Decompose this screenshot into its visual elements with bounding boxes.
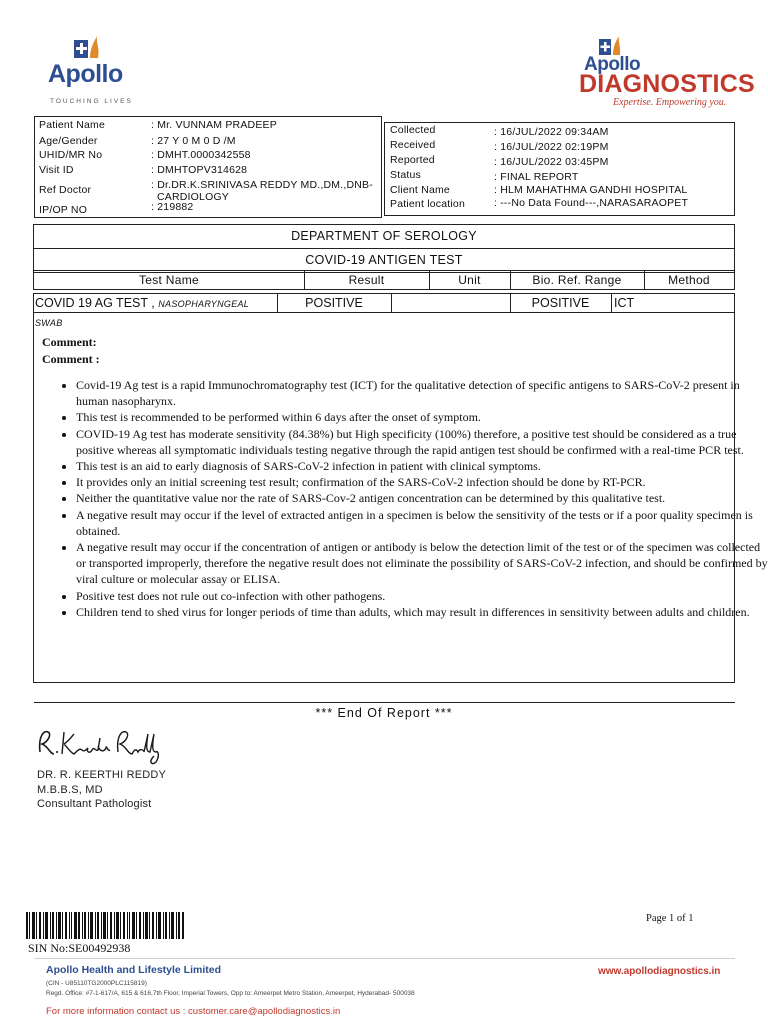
collection-value: : ---No Data Found---,NARASARAOPET — [494, 197, 689, 209]
doctor-name: DR. R. KEERTHI REDDY — [37, 769, 167, 781]
footer-email-link[interactable]: customer.care@apollodiagnostics.in — [188, 1006, 341, 1017]
apollo-wordmark: Apollo — [584, 54, 641, 75]
signature-image — [34, 722, 164, 766]
collection-info-box — [384, 122, 735, 216]
patient-value-cont: CARDIOLOGY — [157, 191, 230, 203]
apollo-tagline: TOUCHING LIVES — [50, 98, 133, 105]
test-name: COVID 19 AG TEST , — [35, 296, 155, 310]
collection-label: Status — [390, 169, 421, 181]
footer-company: Apollo Health and Lifestyle Limited — [46, 964, 222, 976]
patient-label: Visit ID — [39, 164, 74, 176]
list-item: • A negative result may occur if the level of extracted antigen in a specimen is below the sensitivity of the tests or if a poor quality specimen is obtained. — [76, 507, 768, 539]
collection-label: Reported — [390, 154, 435, 166]
doctor-title: Consultant Pathologist — [37, 798, 152, 810]
list-item: • COVID-19 Ag test has moderate sensitivity (84.38%) but High specificity (100%) therefore, a positive test should be considered as a true positive whereas all symptomatic individuals testing negative through the rapid antigen test should be confirmed with a real-time PCR test. — [76, 426, 768, 458]
list-item: • This test is recommended to be performed within 6 days after the onset of symptom. — [76, 409, 768, 425]
footer-address: Regd. Office: #7-1-617/A, 615 & 616,7th Floor, Imperial Towers, Opp to: Ameerpet Metro Station, Ameerpet, Hyderabad- 500038 — [46, 990, 415, 997]
list-item: • Positive test does not rule out co-infection with other pathogens. — [76, 588, 768, 604]
collection-value: : FINAL REPORT — [494, 171, 579, 183]
comment-list — [34, 377, 768, 620]
divider — [34, 702, 735, 703]
col-method: Method — [668, 273, 710, 287]
patient-value: : Mr. VUNNAM PRADEEP — [151, 119, 277, 131]
patient-info-box — [34, 116, 382, 218]
apollo-logo — [46, 34, 136, 110]
cell-test-name — [34, 294, 278, 328]
department-header — [33, 224, 735, 273]
patient-value: : 219882 — [151, 201, 194, 213]
patient-value: : DMHTOPV314628 — [151, 164, 248, 176]
list-item: • This test is an aid to early diagnosis of SARS-CoV-2 infection in patient with clinical symptoms. — [76, 458, 768, 474]
col-unit: Unit — [429, 271, 511, 289]
cell-method: ICT — [614, 296, 635, 310]
col-result: Result — [304, 271, 430, 289]
col-range: Bio. Ref. Range — [510, 271, 645, 289]
list-item: • Children tend to shed virus for longer periods of time than adults, which may result in differences in sensitivity between adults and children. — [76, 604, 768, 620]
patient-value: : Dr.DR.K.SRINIVASA REDDY MD.,DM.,DNB- — [151, 179, 373, 191]
patient-value: : 27 Y 0 M 0 D /M — [151, 135, 236, 147]
sin-number: SIN No:SE00492938 — [28, 941, 131, 955]
page-number: Page 1 of 1 — [646, 913, 694, 924]
comment-heading: Comment : — [42, 352, 100, 366]
collection-value: : 16/JUL/2022 02:19PM — [494, 141, 609, 153]
cell-unit — [391, 294, 511, 312]
list-item: • Neither the quantitative value nor the rate of SARS-Cov-2 antigen concentration can be determined by this qualitative test. — [76, 490, 768, 506]
collection-value: : 16/JUL/2022 03:45PM — [494, 156, 609, 168]
table-row — [33, 293, 735, 328]
cell-result: POSITIVE — [277, 294, 392, 312]
footer-divider — [34, 958, 735, 959]
cell-range: POSITIVE — [510, 294, 612, 312]
doctor-degree: M.B.B.S, MD — [37, 784, 103, 796]
list-item: • A negative result may occur if the concentration of antigen or antibody is below the detection limit of the test or of the specimen was collected or transported improperly, therefore the negative result does not eliminate the possibility of SARS-CoV-2 infection, and should be confirmed by viral culture or molecular assay or ELISA. — [76, 539, 768, 588]
col-test-name: Test Name — [34, 271, 305, 289]
patient-label: Patient Name — [39, 119, 106, 131]
footer-contact — [46, 1006, 340, 1017]
patient-label: IP/OP NO — [39, 204, 88, 216]
collection-label: Client Name — [390, 184, 450, 196]
end-of-report: *** End Of Report *** — [315, 706, 453, 720]
footer-cin: (CIN - U85110TG2000PLC115819) — [46, 980, 147, 987]
comment-heading: Comment: — [42, 335, 97, 349]
diagnostics-tagline: Expertise. Empowering you. — [613, 97, 727, 108]
collection-label: Patient location — [390, 198, 465, 210]
collection-label: Received — [390, 139, 436, 151]
apollo-wordmark: Apollo — [48, 60, 123, 88]
patient-value: : DMHT.0000342558 — [151, 149, 251, 161]
patient-label: UHID/MR No — [39, 149, 103, 161]
barcode-image — [26, 912, 184, 939]
patient-label: Ref Doctor — [39, 184, 92, 196]
footer-contact-prefix: For more information contact us : — [46, 1006, 189, 1017]
diagnostics-wordmark: DIAGNOSTICS — [579, 70, 755, 98]
list-item: • It provides only an initial screening test result; confirmation of the SARS-CoV-2 infection should be done by RT-PCR. — [76, 474, 768, 490]
list-item: • Covid-19 Ag test is a rapid Immunochromatography test (ICT) for the qualitative detection of specific antigens to SARS-CoV-2 present in human nasopharynx. — [76, 377, 768, 409]
apollo-diagnostics-logo — [575, 32, 755, 112]
collection-value: : HLM MAHATHMA GANDHI HOSPITAL — [494, 184, 688, 196]
department-title: DEPARTMENT OF SEROLOGY — [34, 225, 734, 249]
comments-section — [33, 313, 768, 683]
specimen-type: NASOPHARYNGEAL SWAB — [35, 299, 249, 328]
patient-label: Age/Gender — [39, 135, 98, 147]
results-table-header — [33, 270, 735, 290]
collection-label: Collected — [390, 124, 436, 136]
footer-website-link[interactable]: www.apollodiagnostics.in — [598, 966, 721, 977]
collection-value: : 16/JUL/2022 09:34AM — [494, 126, 609, 138]
test-title: COVID-19 ANTIGEN TEST — [305, 253, 463, 267]
